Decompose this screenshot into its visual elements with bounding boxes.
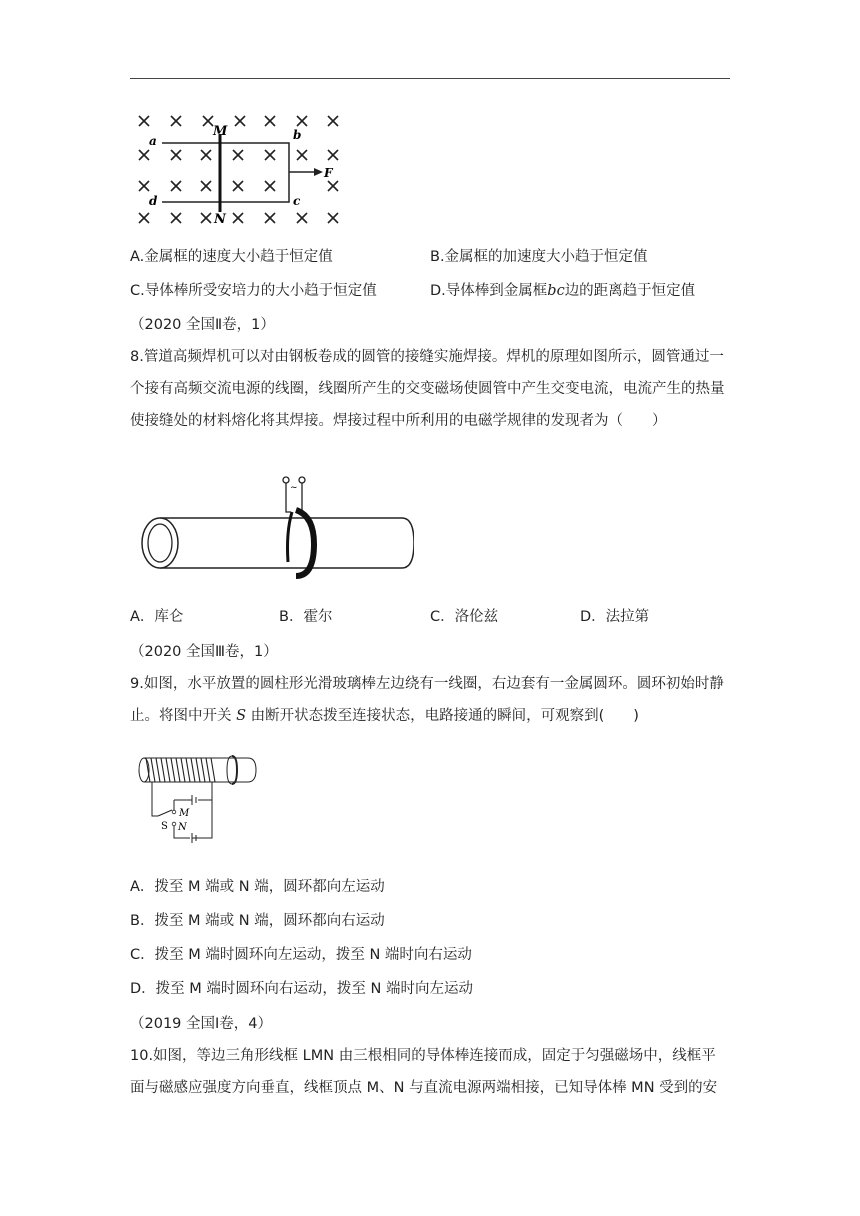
field-cross-marks (139, 116, 338, 223)
q8-option-b: B．霍尔 (279, 609, 333, 625)
q8-option-c: C．洛伦兹 (430, 609, 499, 625)
q7-option-c: C.导体棒所受安培力的大小趋于恒定值 (130, 283, 377, 299)
terminal-left (283, 477, 289, 483)
magnetic-field-figure (130, 108, 350, 228)
q9-stem-var: S (236, 708, 247, 724)
q7-option-d-post: 边的距离趋于恒定值 (564, 283, 696, 299)
q10-stem: 10.如图，等边三角形线框 LMN 由三根相同的导体棒连接而成，固定于匀强磁场中，线框平面与磁感应强度方向垂直，线框顶点 M、N 与直流电源两端相接，已知导体棒 MN 受到的安 (130, 1048, 718, 1096)
q9-option-b: B．拨至 M 端或 N 端，圆环都向右运动 (130, 913, 385, 929)
svg-text:~: ~ (290, 483, 298, 493)
q9-option-d: D．拨至 M 端时圆环向右运动，拨至 N 端时向左运动 (130, 981, 473, 997)
q9-stem-post: 由断开状态拨至连接状态，电路接通的瞬间，可观察到( ) (246, 708, 639, 724)
label-c: c (293, 194, 301, 208)
metal-frame (162, 143, 289, 202)
q10-source: （2019 全国Ⅰ卷，4） (130, 1016, 273, 1032)
header-rule (130, 78, 730, 79)
q9-option-c: C．拨至 M 端时圆环向左运动，拨至 N 端时向右运动 (130, 947, 472, 963)
glass-rod (144, 758, 256, 782)
label-F: F (324, 166, 333, 180)
q7-option-a: A.金属框的速度大小趋于恒定值 (130, 249, 333, 265)
fig-label-N: N (178, 822, 187, 833)
fig-label-M: M (179, 808, 190, 819)
q9-option-a: A．拨至 M 端或 N 端，圆环都向左运动 (130, 879, 385, 895)
q8-option-d: D．法拉第 (580, 609, 650, 625)
label-b: b (293, 128, 302, 142)
q7-option-d-var: bc (547, 283, 565, 299)
label-N: N (214, 212, 226, 227)
force-arrow (314, 168, 323, 176)
q8-source: （2020 全国Ⅱ卷，1） (130, 317, 275, 333)
q9-source: （2020 全国Ⅲ卷，1） (130, 644, 278, 660)
q8-stem: 8.管道高频焊机可以对由钢板卷成的圆管的接缝实施焊接。焊机的原理如图所示，圆管通过一个接有高频交流电源的线圈，线圈所产生的交变磁场使圆管中产生交变电流，电流产生的热量使接缝处的材料熔化将其焊接。焊接过程中所利用的电磁学规律的发现者为（ ） (130, 349, 725, 429)
q7-option-b: B.金属框的加速度大小趋于恒定值 (430, 249, 648, 265)
terminal-right (299, 477, 305, 483)
fig-label-S: S (161, 821, 168, 832)
q9-stem (130, 668, 730, 732)
pipe-welding-figure (138, 472, 414, 584)
label-M: M (213, 124, 228, 139)
coil-switch-figure (136, 752, 260, 844)
q7-option-d (430, 281, 695, 301)
label-d: d (149, 194, 158, 208)
q7-option-d-pre: D.导体棒到金属框 (430, 283, 548, 299)
q8-option-a: A．库仑 (130, 609, 184, 625)
label-a: a (149, 134, 157, 148)
q9-stem-pre: 9.如图，水平放置的圆柱形光滑玻璃棒左边绕有一线圈，右边套有一金属圆环。圆环初始时静止。将图中开关 (130, 676, 724, 724)
